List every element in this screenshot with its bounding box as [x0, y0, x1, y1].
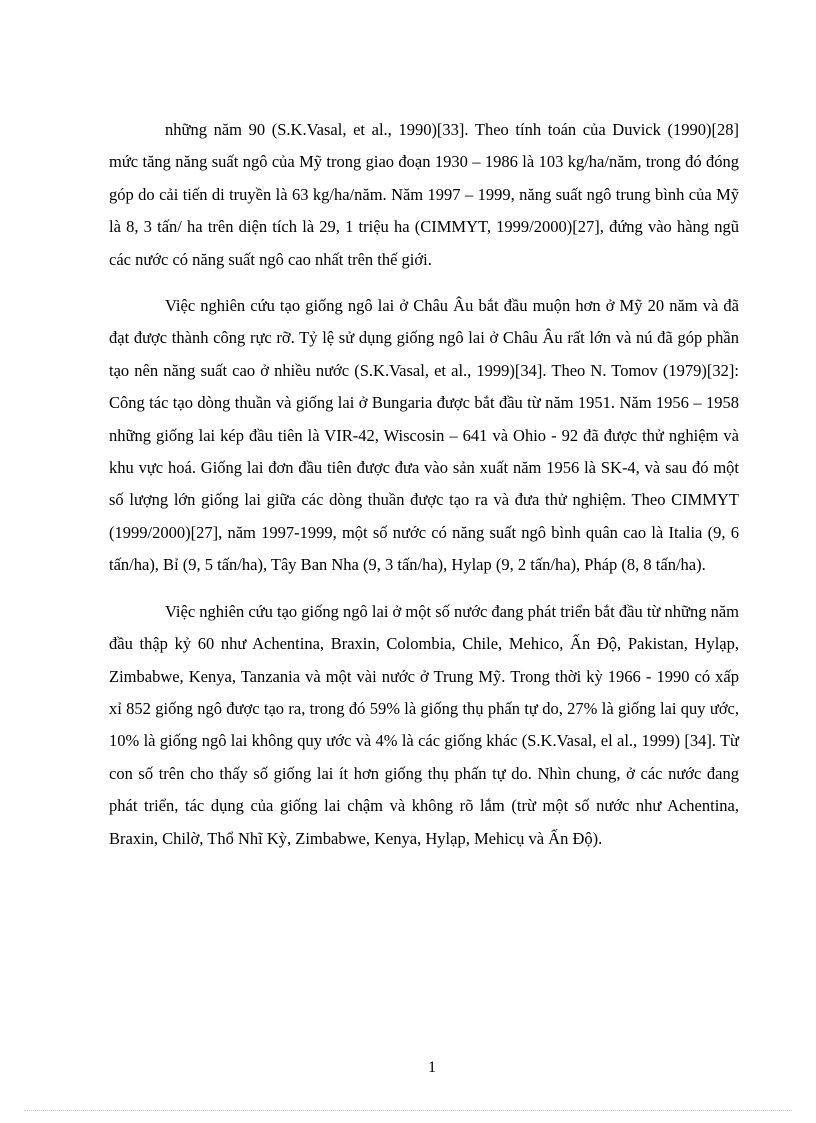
- page-number: 1: [428, 1059, 436, 1076]
- paragraph-2: Việc nghiên cứu tạo giống ngô lai ở Châu Âu bắt đầu muộn hơn ở Mỹ 20 năm và đã đạt được thành công rực rỡ. Tỷ lệ sử dụng giống ngô lai ở Châu Âu rất lớn và nú đã góp phần tạo nên năng suất cao ở nhiều nước (S.K.Vasal, et al., 1999)[34]. Theo N. Tomov (1979)[32]: Công tác tạo dòng thuần và giống lai ở Bungaria được bắt đầu từ năm 1951. Năm 1956 – 1958 những giống lai kép đầu tiên là VIR-42, Wiscosin – 641 và Ohio - 92 đã được thử nghiệm và khu vực hoá. Giống lai đơn đầu tiên được đưa vào sản xuất năm 1956 là SK-4, và sau đó một số lượng lớn giống lai giữa các dòng thuần được tạo ra và đưa thử nghiệm. Theo CIMMYT (1999/2000)[27], năm 1997-1999, một số nước có năng suất ngô bình quân cao là Italia (9, 6 tấn/ha), Bỉ (9, 5 tấn/ha), Tây Ban Nha (9, 3 tấn/ha), Hylap (9, 2 tấn/ha), Pháp (8, 8 tấn/ha).: [109, 296, 739, 575]
- body-text: [109, 114, 739, 869]
- paragraph-3: Việc nghiên cứu tạo giống ngô lai ở một số nước đang phát triển bắt đầu từ những năm đầu thập kỷ 60 như Achentina, Braxin, Colombia, Chile, Mehico, Ấn Độ, Pakistan, Hylạp, Zimbabwe, Kenya, Tanzania và một vài nước ở Trung Mỹ. Trong thời kỳ 1966 - 1990 có xấp xỉ 852 giống ngô được tạo ra, trong đó 59% là giống thụ phấn tự do, 27% là giống lai quy ước, 10% là giống ngô lai không quy ước và 4% là các giống khác (S.K.Vasal, el al., 1999) [34]. Từ con số trên cho thấy số giống lai ít hơn giống thụ phấn tự do. Nhìn chung, ở các nước đang phát triển, tác dụng của giống lai chậm và không rõ lắm (trừ một số nước như Achentina, Braxin, Chilờ, Thổ Nhĩ Kỳ, Zimbabwe, Kenya, Hylạp, Mehicụ và Ấn Độ).: [109, 601, 739, 848]
- paragraph-1: những năm 90 (S.K.Vasal, et al., 1990)[33]. Theo tính toán của Duvick (1990)[28] mức tăng năng suất ngô của Mỹ trong giao đoạn 1930 – 1986 là 103 kg/ha/năm, trong đó đóng góp do cải tiến di truyền là 63 kg/ha/năm. Năm 1997 – 1999, năng suất ngô trung bình của Mỹ là 8, 3 tấn/ ha trên diện tích là 29, 1 triệu ha (CIMMYT, 1999/2000)[27], đứng vào hàng ngũ các nước có năng suất ngô cao nhất trên thế giới.: [109, 120, 739, 269]
- footer-divider: [24, 1110, 792, 1111]
